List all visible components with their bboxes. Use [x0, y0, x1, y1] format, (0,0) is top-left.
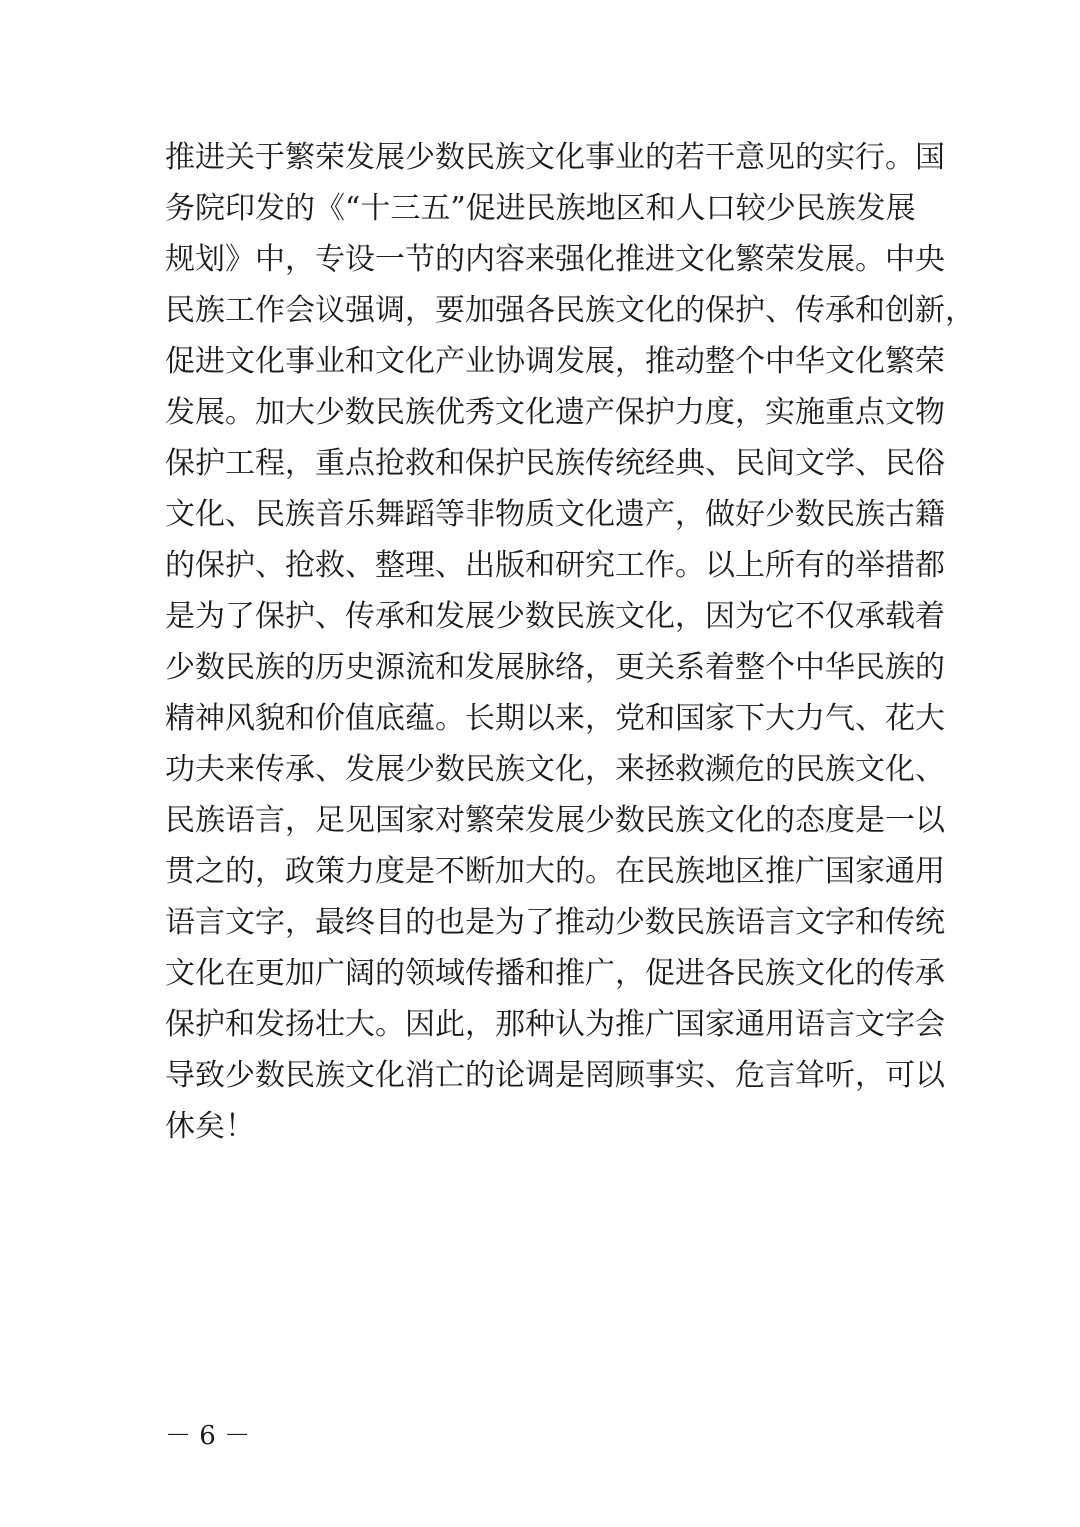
- text-line: 的保护、抢救、整理、出版和研究工作。以上所有的举措都: [165, 548, 945, 583]
- text-line: 规划》中，专设一节的内容来强化推进文化繁荣发展。中央: [165, 242, 945, 277]
- text-line: 文化、民族音乐舞蹈等非物质文化遗产，做好少数民族古籍: [165, 497, 945, 532]
- text-line: 精神风貌和价值底蕴。长期以来，党和国家下大力气、花大: [165, 701, 945, 736]
- text-line: 保护工程，重点抢救和保护民族传统经典、民间文学、民俗: [165, 446, 945, 481]
- text-line: 民族语言，足见国家对繁荣发展少数民族文化的态度是一以: [165, 803, 945, 838]
- text-line: 保护和发扬壮大。因此，那种认为推广国家通用语言文字会: [165, 1007, 945, 1042]
- text-line: 文化在更加广阔的领域传播和推广，促进各民族文化的传承: [165, 956, 945, 991]
- text-line: 是为了保护、传承和发展少数民族文化，因为它不仅承载着: [165, 599, 945, 634]
- text-line: 促进文化事业和文化产业协调发展，推动整个中华文化繁荣: [165, 344, 945, 379]
- text-line: 推进关于繁荣发展少数民族文化事业的若干意见的实行。国: [165, 140, 945, 175]
- text-line: 功夫来传承、发展少数民族文化，来拯救濒危的民族文化、: [165, 752, 945, 787]
- text-line: 休矣！: [165, 1109, 255, 1144]
- text-line: 导致少数民族文化消亡的论调是罔顾事实、危言耸听，可以: [165, 1058, 945, 1093]
- page-number: － 6 －: [165, 1421, 251, 1451]
- text-line: 语言文字，最终目的也是为了推动少数民族语言文字和传统: [165, 905, 945, 940]
- text-line: 务院印发的《“十三五”促进民族地区和人口较少民族发展: [165, 191, 916, 226]
- text-line: 贯之的，政策力度是不断加大的。在民族地区推广国家通用: [165, 854, 945, 889]
- text-line: 少数民族的历史源流和发展脉络，更关系着整个中华民族的: [165, 650, 945, 685]
- text-line: 民族工作会议强调，要加强各民族文化的保护、传承和创新，: [165, 293, 975, 328]
- text-line: 发展。加大少数民族优秀文化遗产保护力度，实施重点文物: [165, 395, 945, 430]
- body-paragraph: [165, 132, 975, 1152]
